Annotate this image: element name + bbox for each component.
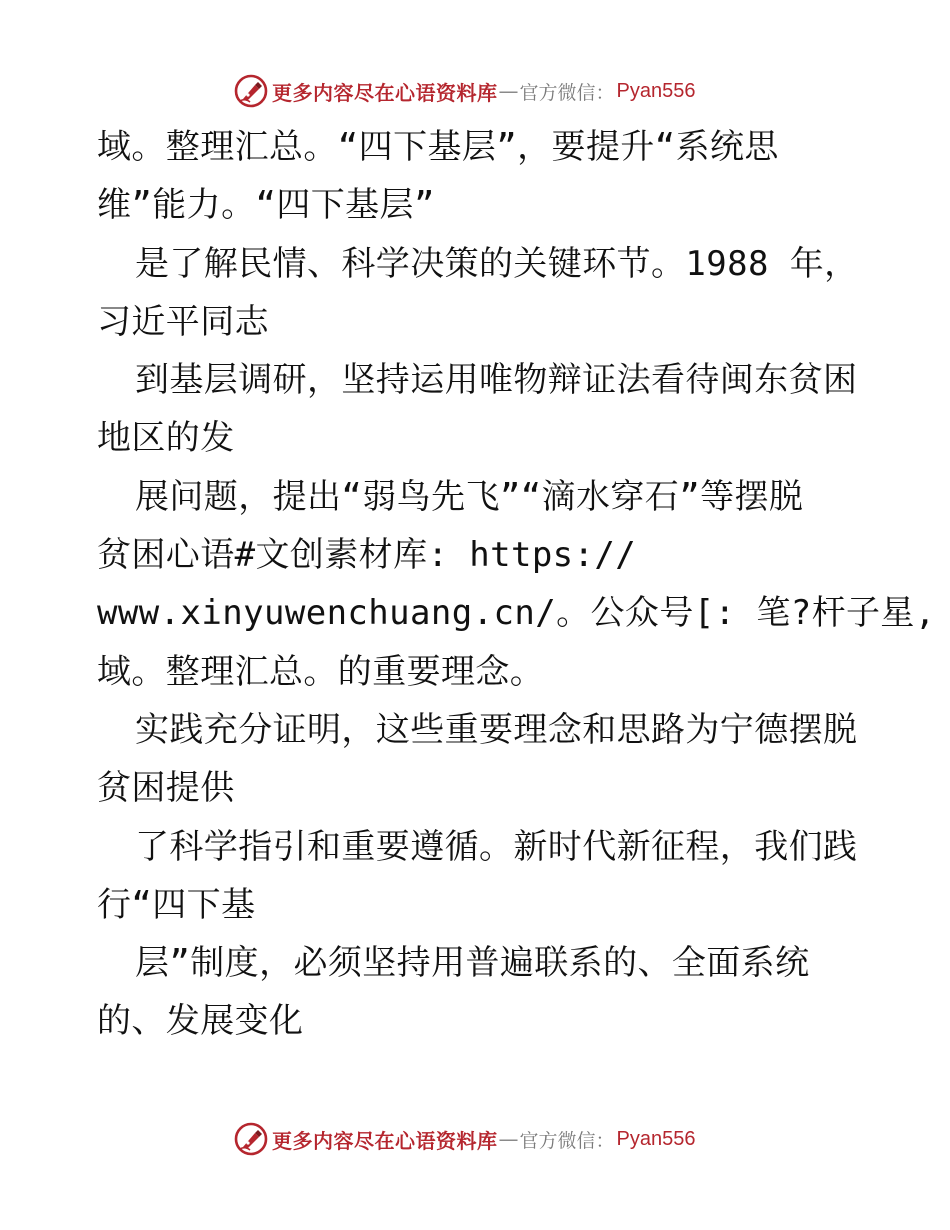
text-line: 到基层调研，坚持运用唯物辩证法看待闽东贫困 xyxy=(135,360,858,401)
watermark-official-label: 官方微信： xyxy=(519,81,615,104)
text-line: 的、发展变化 xyxy=(97,1001,304,1042)
text-line: 了科学指引和重要遵循。新时代新征程，我们践 xyxy=(135,826,858,867)
text-line: 地区的发 xyxy=(97,418,235,459)
text-line: 域。整理汇总。的重要理念。 xyxy=(97,651,545,692)
watermark-wechat-id: Pyan556 xyxy=(616,1127,696,1150)
text-line: 维”能力。“四下基层” xyxy=(97,185,435,226)
text-line: 行“四下基 xyxy=(97,884,256,925)
text-line: 实践充分证明，这些重要理念和思路为宁德摆脱 xyxy=(135,709,858,750)
text-line: 是了解民情、科学决策的关键环节。1988 年， xyxy=(135,243,859,284)
text-line: www.xinyuwenchuang.cn/。公众号[: 笔?杆子星, xyxy=(97,593,936,634)
header-watermark xyxy=(234,74,695,108)
document-body xyxy=(97,118,936,1051)
watermark-wechat-id: Pyan556 xyxy=(616,79,696,102)
watermark-brand-text: 更多内容尽在心语资料库 xyxy=(272,1128,498,1153)
watermark-official-label: 官方微信： xyxy=(519,1129,615,1152)
text-line: 域。整理汇总。“四下基层”，要提升“系统思 xyxy=(97,127,779,167)
pen-nib-seal-icon xyxy=(234,1122,268,1156)
text-line: 习近平同志 xyxy=(97,301,269,342)
text-line: 贫困心语#文创素材库: https:// xyxy=(97,535,637,576)
pen-nib-seal-icon xyxy=(234,74,268,108)
watermark-brand-text: 更多内容尽在心语资料库 xyxy=(272,80,498,105)
watermark-dash: — xyxy=(498,1127,519,1151)
text-line: 贫困提供 xyxy=(97,768,235,809)
text-line: 层”制度，必须坚持用普遍联系的、全面系统 xyxy=(135,943,810,984)
text-line: 展问题，提出“弱鸟先飞”“滴水穿石”等摆脱 xyxy=(135,476,804,517)
watermark-dash: — xyxy=(498,79,519,103)
footer-watermark xyxy=(234,1122,695,1156)
